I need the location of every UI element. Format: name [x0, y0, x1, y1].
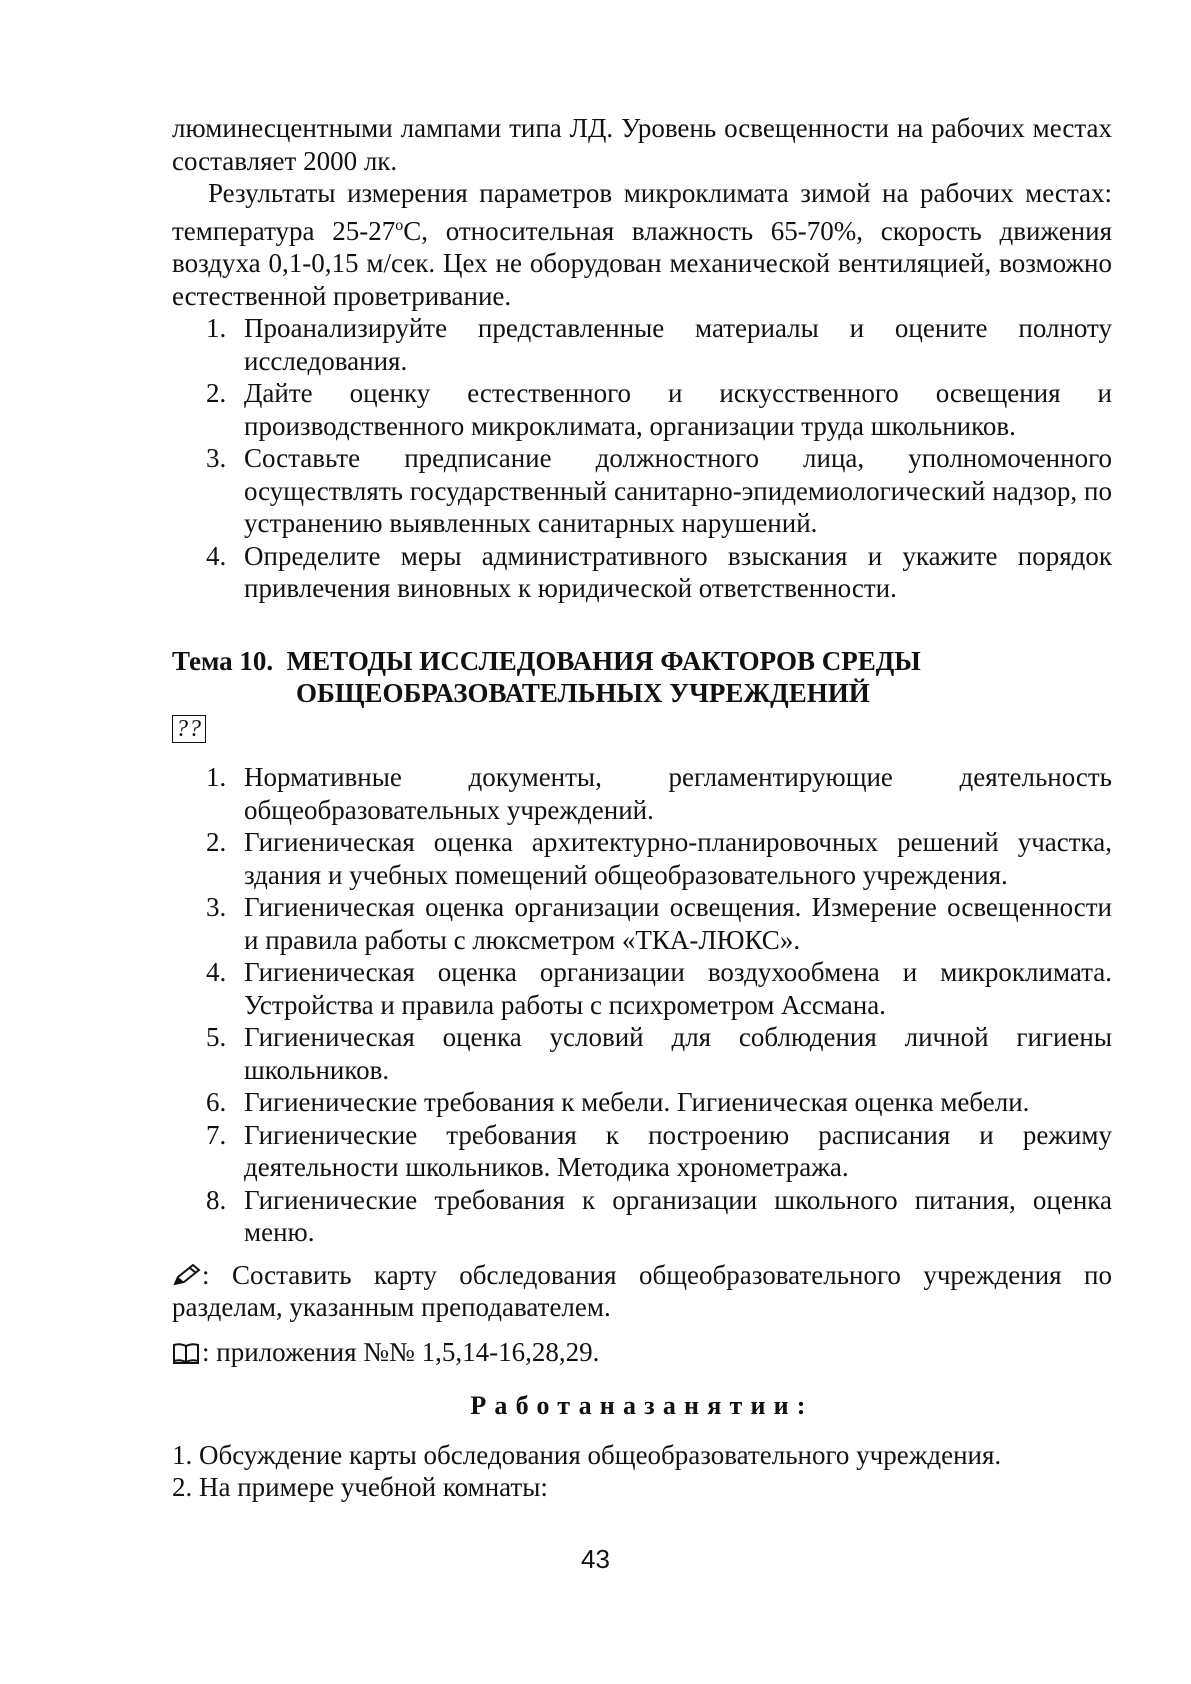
topic-heading — [172, 645, 1112, 709]
work-step: 1. Обсуждение карты обследования общеобразовательного учреждения. — [172, 1439, 1002, 1470]
item-text: Гигиеническая оценка организации воздухообмена и микроклимата. Устройства и правила работы с психрометром Ассмана. — [244, 957, 1112, 1020]
references-text: : приложения №№ 1,5,14-16,28,29. — [202, 1336, 600, 1367]
work-step: 2. На примере учебной комнаты: — [172, 1472, 548, 1502]
item-text: Гигиеническая оценка архитектурно-планировочных решений участка, здания и учебных помещений общеобразовательного учреждения. — [244, 827, 1112, 890]
item-number: 1. — [206, 313, 227, 343]
item-number: 2. — [206, 378, 227, 408]
pencil-icon — [172, 1260, 202, 1290]
list-item — [172, 312, 1112, 377]
page-number: 43 — [581, 1544, 610, 1574]
list-item — [172, 442, 1112, 540]
questions-marker-icon: ?? — [172, 715, 206, 743]
list-item — [172, 891, 1112, 956]
item-text: Гигиеническая оценка условий для соблюдения личной гигиены школьников. — [244, 1022, 1112, 1085]
item-text: Гигиенические требования к построению расписания и режиму деятельности школьников. Методика хронометража. — [244, 1119, 1112, 1182]
intro-paragraph: люминесцентными лампами типа ЛД. Уровень освещенности на рабочих местах составляет 2000 лк. — [172, 113, 1112, 176]
item-number: 3. — [206, 443, 227, 473]
item-number: 6. — [206, 1087, 227, 1117]
item-text: Определите меры административного взыскания и укажите порядок привлечения виновных к юридической ответственности. — [244, 540, 1112, 603]
references-paragraph — [172, 1336, 1112, 1369]
list-item — [172, 377, 1112, 442]
page-content — [172, 112, 1112, 1504]
item-number: 2. — [206, 827, 227, 857]
topic-heading-line1 — [172, 645, 1112, 677]
topic-prefix: Тема 10. — [172, 645, 274, 676]
item-number: 4. — [206, 957, 227, 987]
list-item — [172, 1119, 1112, 1184]
list-item — [172, 761, 1112, 826]
list-item — [172, 540, 1112, 605]
microclimate-paragraph — [172, 177, 1112, 312]
item-text: Дайте оценку естественного и искусственного освещения и производственного микроклимата, организации труда школьников. — [244, 378, 1112, 441]
list-item — [172, 1184, 1112, 1249]
work-steps — [172, 1439, 1112, 1504]
work-section-title: Работаназанятии: — [470, 1391, 814, 1420]
list-item — [172, 1021, 1112, 1086]
topic-title-line1: МЕТОДЫ ИССЛЕДОВАНИЯ ФАКТОРОВ СРЕДЫ — [286, 645, 921, 676]
topic-questions-list — [172, 761, 1112, 1249]
task-questions-list — [172, 312, 1112, 605]
microclimate-text-start: Результаты измерения параметров микроклимата зимой на рабочих местах: температура 25-27 — [172, 178, 1112, 246]
list-item — [172, 956, 1112, 1021]
item-number: 4. — [206, 540, 227, 571]
item-text: Нормативные документы, регламентирующие деятельность общеобразовательных учреждений. — [244, 762, 1112, 825]
list-item — [172, 826, 1112, 891]
item-text: Гигиенические требования к организации школьного питания, оценка меню. — [244, 1184, 1112, 1247]
assignment-text: : Составить карту обследования общеобразовательного учреждения по разделам, указанным преподавателем. — [172, 1259, 1112, 1322]
degree-sign: о — [395, 216, 404, 234]
microclimate-text-end: С, относительная влажность 65-70%, скорость движения воздуха 0,1-0,15 м/сек. Цех не оборудован механической вентиляцией, возможно естественной проветривание. — [172, 215, 1112, 311]
topic-title-line2: ОБЩЕОБРАЗОВАТЕЛЬНЫХ УЧРЕЖДЕНИЙ — [296, 677, 870, 708]
item-text: Составьте предписание должностного лица, уполномоченного осуществлять государственный санитарно-эпидемиологический надзор, по устранению выявленных санитарных нарушений. — [244, 443, 1112, 538]
item-number: 8. — [206, 1184, 227, 1215]
book-icon — [172, 1339, 200, 1361]
assignment-paragraph — [172, 1259, 1112, 1324]
item-number: 5. — [206, 1022, 227, 1052]
item-number: 3. — [206, 892, 227, 922]
item-text: Гигиенические требования к мебели. Гигиеническая оценка мебели. — [244, 1087, 1030, 1117]
item-number: 7. — [206, 1119, 227, 1150]
item-text: Гигиеническая оценка организации освещения. Измерение освещенности и правила работы с люксметром «ТКА-ЛЮКС». — [244, 892, 1112, 955]
item-number: 1. — [206, 762, 227, 792]
item-text: Проанализируйте представленные материалы и оцените полноту исследования. — [244, 313, 1112, 376]
list-item — [172, 1086, 1112, 1119]
